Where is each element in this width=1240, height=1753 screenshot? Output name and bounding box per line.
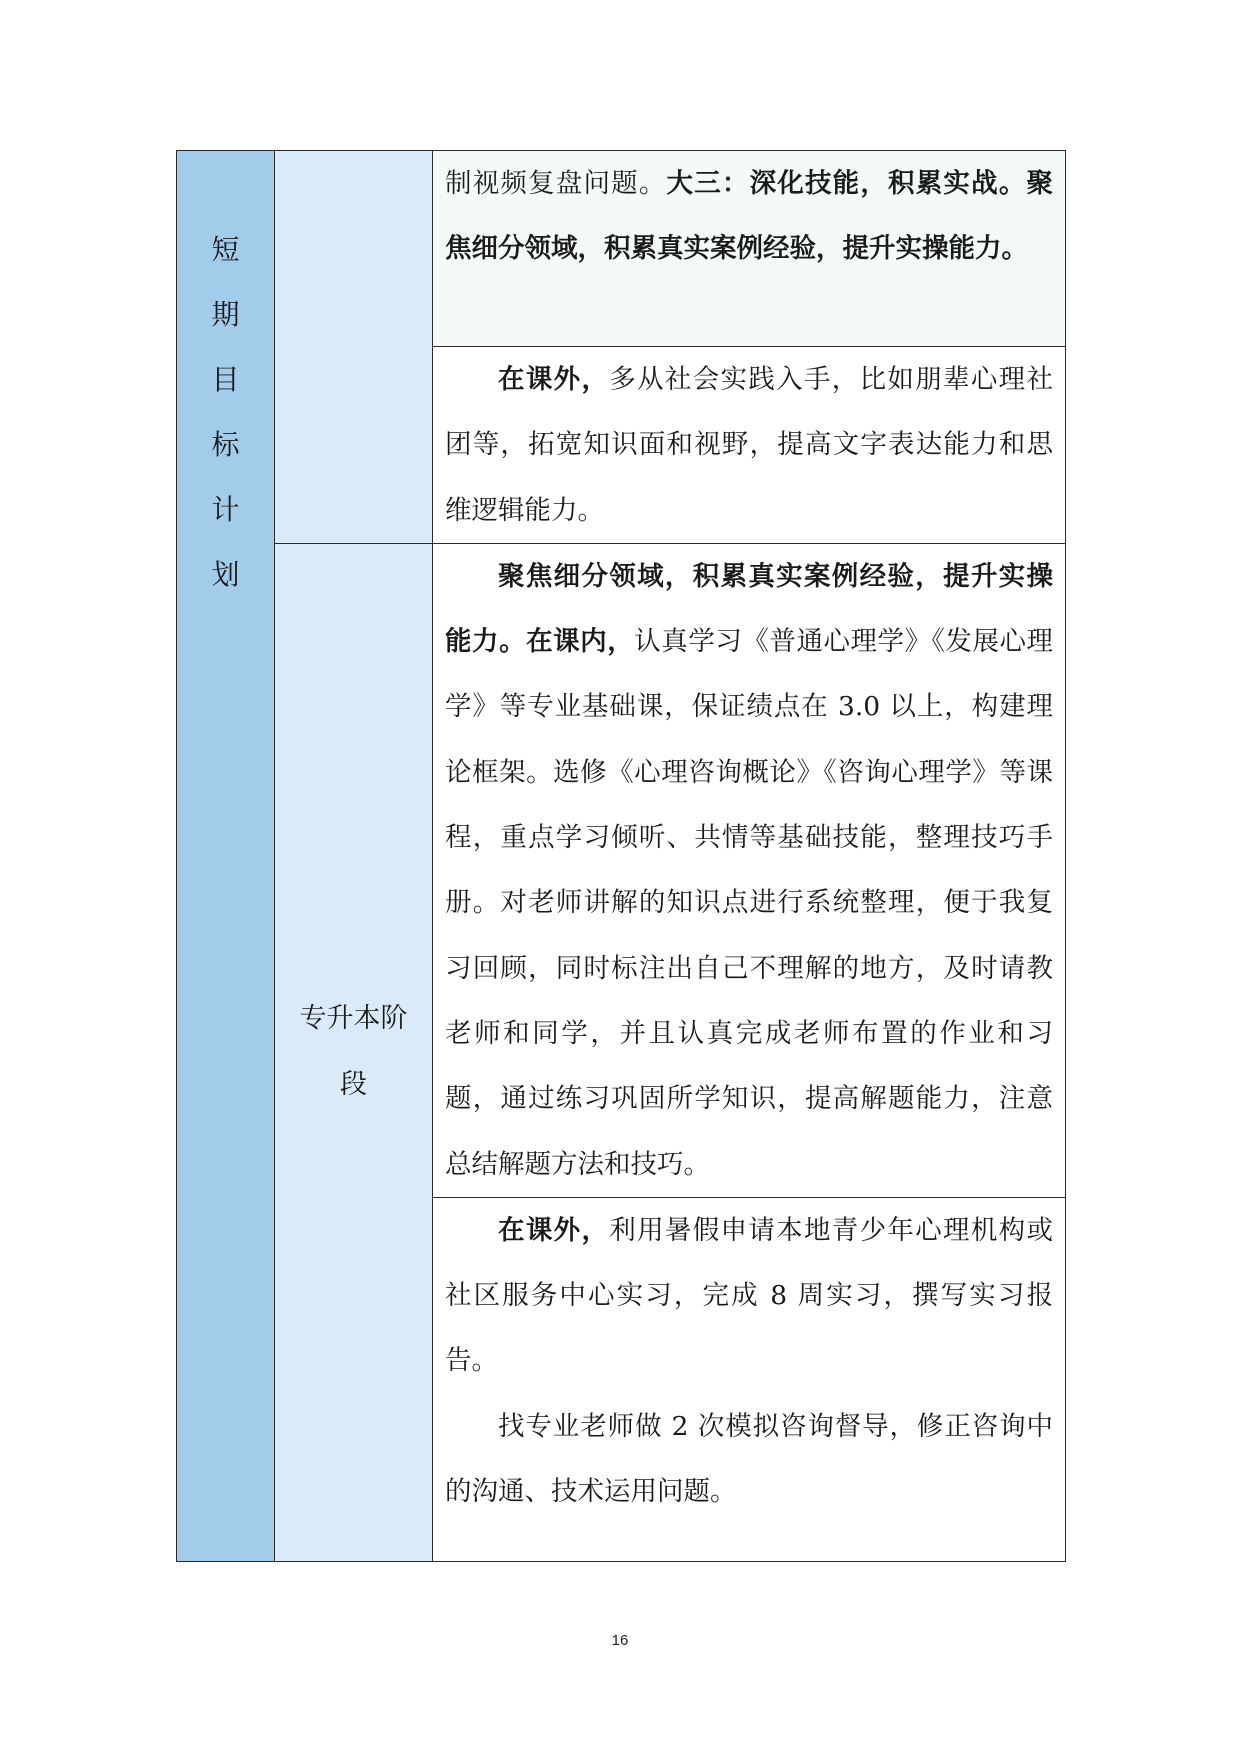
row4-bold: 在课外， <box>498 1214 610 1246</box>
content-cell <box>433 347 1066 544</box>
section-label-char: 划 <box>211 558 240 591</box>
row1-plain: 制视频复盘问题。 <box>445 168 667 199</box>
stage-label <box>275 986 432 1118</box>
row4-plain: 利用暑假申请本地青少年心理机构或社区服务中心实习，完成 8 周实习，撰写实习报告。 <box>445 1214 1054 1377</box>
section-label-char: 短 <box>211 233 240 266</box>
row4-para2: 找专业老师做 2 次模拟咨询督导，修正咨询中的沟通、技术运用问题。 <box>445 1410 1053 1508</box>
content-cell <box>433 151 1066 347</box>
section-label <box>177 151 274 607</box>
section-label-cell <box>177 151 275 1562</box>
stage-label-cell <box>275 543 433 1561</box>
stage-cell-empty <box>275 151 433 544</box>
section-label-char: 目 <box>211 363 240 396</box>
section-label-char: 标 <box>211 428 240 461</box>
page-number: 16 <box>611 1632 629 1649</box>
row1-bold: 大三：深化技能，积累实战。聚焦细分领域，积累真实案例经验，提升实操能力。 <box>445 168 1054 265</box>
row2-content <box>433 347 1065 543</box>
row4-content <box>433 1198 1065 1524</box>
row3-plain: 认真学习《普通心理学》《发展心理学》等专业基础课，保证绩点在 3.0 以上，构建理论框架。选修《心理咨询概论》《咨询心理学》等课程，重点学习倾听、共情等基础技能，整理技巧手册。对老师讲解的知识点进行系统整理，便于我复习回顾，同时标注出自己不理解的地方，及时请教老师和同学，并且认真完成老师布置的作业和习题，通过练习巩固所学知识，提高解题能力，注意总结解题方法和技巧。 <box>445 626 1054 1180</box>
content-cell <box>433 543 1066 1197</box>
content-cell <box>433 1197 1066 1561</box>
section-label-char: 期 <box>211 298 240 331</box>
stage-label-line: 专升本阶 <box>299 1003 408 1035</box>
row3-content <box>433 544 1065 1197</box>
row2-plain: 多从社会实践入手，比如朋辈心理社团等，拓宽知识面和视野，提高文字表达能力和思维逻辑能力。 <box>445 364 1054 526</box>
stage-label-line: 段 <box>340 1069 367 1101</box>
row2-bold: 在课外， <box>498 364 610 395</box>
section-label-char: 计 <box>211 493 240 526</box>
row1-content <box>433 151 1065 282</box>
row3-bold: 聚焦细分领域，积累真实案例经验，提升实操能力。在课内， <box>445 560 1053 658</box>
plan-table <box>176 150 1066 1562</box>
